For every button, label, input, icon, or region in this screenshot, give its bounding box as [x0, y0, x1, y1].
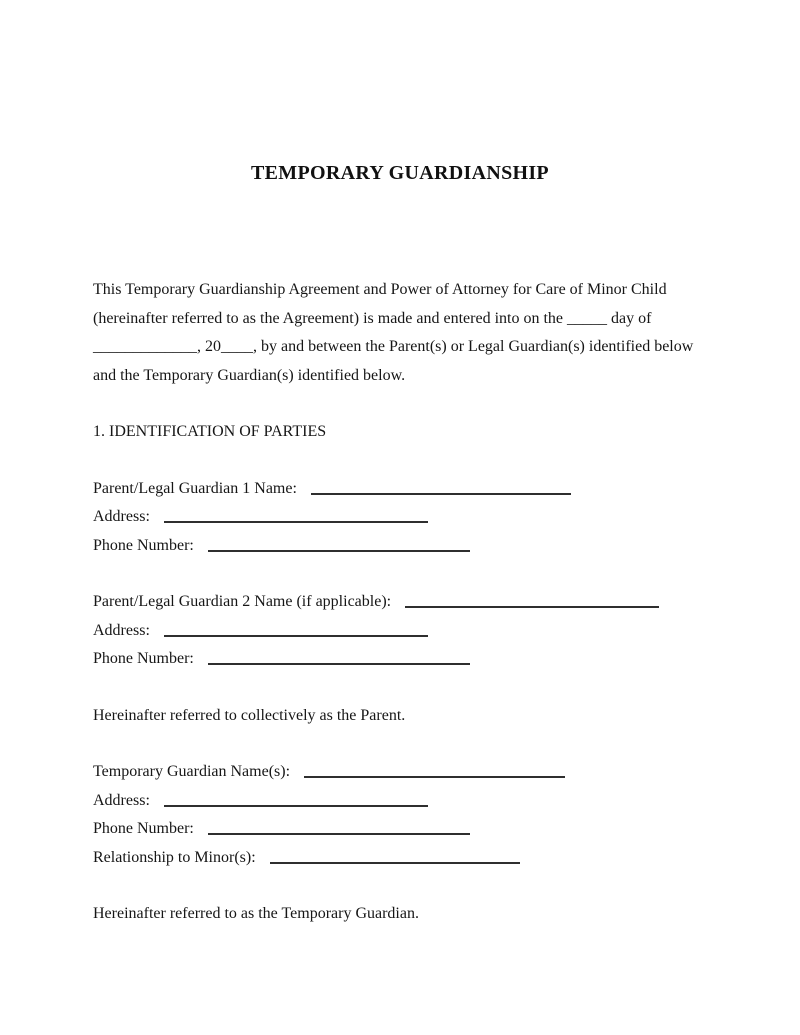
guardian2-address-label: Address:: [93, 621, 150, 639]
guardian2-name-blank-line[interactable]: [405, 606, 659, 608]
temporary-guardian-note: Hereinafter referred to as the Temporary Guardian.: [93, 905, 419, 922]
temp-guardian-relationship-blank-line[interactable]: [270, 862, 520, 864]
intro-line: _____________, 20____, by and between the Parent(s) or Legal Guardian(s) identified below: [93, 338, 694, 355]
temp-guardian-relationship-label: Relationship to Minor(s):: [93, 848, 256, 866]
guardian2-fields: [93, 588, 707, 674]
guardian1-phone-label: Phone Number:: [93, 536, 194, 554]
field-row-guardian2-phone: [93, 645, 707, 674]
intro-line: and the Temporary Guardian(s) identified below.: [93, 366, 406, 384]
intro-line: This Temporary Guardianship Agreement and Power of Attorney for Care of Minor Child: [93, 281, 667, 298]
guardian1-name-label: Parent/Legal Guardian 1 Name:: [93, 479, 297, 497]
field-row-guardian2-address: [93, 617, 707, 646]
document-title: TEMPORARY GUARDIANSHIP: [251, 162, 549, 184]
intro-line: (hereinafter referred to as the Agreement) is made and entered into on the _____ day of: [93, 309, 652, 327]
temp-guardian-name-label: Temporary Guardian Name(s):: [93, 763, 291, 780]
guardian2-phone-label: Phone Number:: [93, 650, 194, 667]
field-row-guardian1-phone: [93, 532, 707, 561]
parent-collective-note: Hereinafter referred to collectively as the Parent.: [93, 706, 406, 724]
field-row-temp-guardian-relationship: [93, 844, 707, 873]
section-heading-identification-of-parties: 1. IDENTIFICATION OF PARTIES: [93, 423, 327, 440]
temp-guardian-address-label: Address:: [93, 791, 150, 809]
guardian2-address-blank-line[interactable]: [164, 635, 428, 637]
guardian1-address-label: Address:: [93, 508, 150, 525]
field-row-temp-guardian-address: [93, 787, 707, 816]
field-row-guardian2-name: [93, 588, 707, 617]
guardian1-fields: [93, 475, 707, 561]
field-row-guardian1-name: [93, 475, 707, 504]
guardian1-phone-blank-line[interactable]: [208, 550, 470, 552]
temp-guardian-address-blank-line[interactable]: [164, 805, 428, 807]
temp-guardian-phone-label: Phone Number:: [93, 820, 194, 837]
guardian1-name-blank-line[interactable]: [311, 493, 571, 495]
temporary-guardian-fields: [93, 758, 707, 872]
field-row-temp-guardian-name: [93, 758, 707, 787]
intro-paragraph: [93, 276, 707, 390]
guardian2-phone-blank-line[interactable]: [208, 663, 470, 665]
temp-guardian-phone-blank-line[interactable]: [208, 833, 470, 835]
guardian2-name-label: Parent/Legal Guardian 2 Name (if applicable):: [93, 593, 392, 610]
field-row-temp-guardian-phone: [93, 815, 707, 844]
guardian1-address-blank-line[interactable]: [164, 521, 428, 523]
temp-guardian-name-blank-line[interactable]: [304, 776, 565, 778]
field-row-guardian1-address: [93, 503, 707, 532]
